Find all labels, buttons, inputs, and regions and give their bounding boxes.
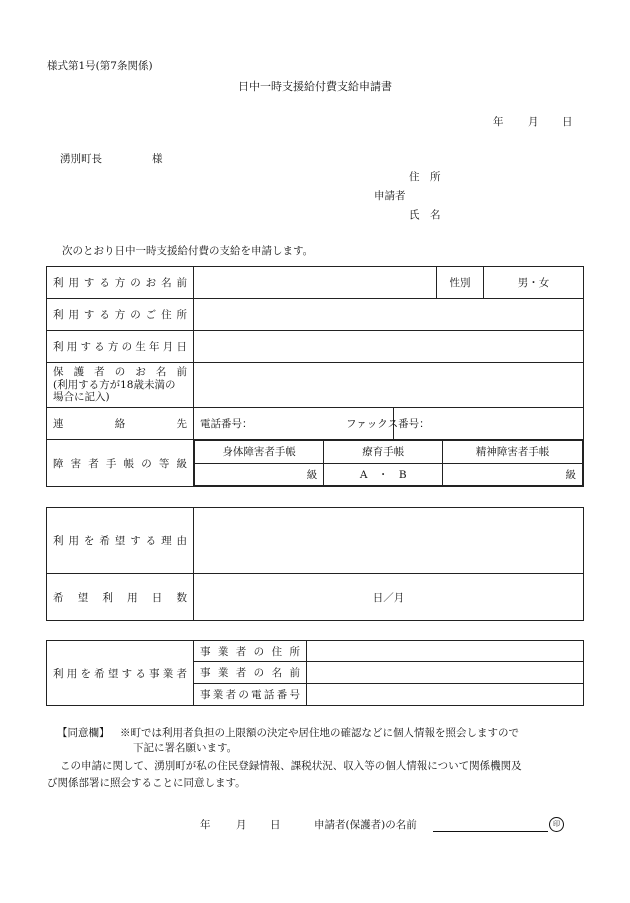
consent-note-line2: 下記に署名願います。 <box>133 742 238 754</box>
applicant-address-label: 住 所 <box>409 171 441 183</box>
phone-label: 電話番号： <box>200 418 253 430</box>
applicant-info-table <box>46 266 584 487</box>
form-number: 様式第1号(第7条関係) <box>47 60 153 72</box>
reason-input[interactable] <box>194 508 584 574</box>
provider-label: 利 用 を 希 望 す る 事 業 者 <box>47 641 194 706</box>
addressee-honorific: 様 <box>152 153 163 165</box>
provider-name-input[interactable] <box>307 662 584 684</box>
provider-address-input[interactable] <box>307 641 584 662</box>
date-year: 年 <box>493 116 504 128</box>
date-day: 日 <box>562 116 573 128</box>
days-label: 希 望 利 用 日 数 <box>47 574 194 621</box>
consent-body-line2: び関係部署に照会することに同意します。 <box>47 777 246 789</box>
applicant-label: 申請者 <box>374 190 406 202</box>
contact-label: 連 絡 先 <box>47 408 194 440</box>
user-address-label: 利 用 す る 方 の ご 住 所 <box>47 299 194 331</box>
fax-field[interactable] <box>346 408 584 440</box>
handbook-label: 障 害 者 手 帳 の 等 級 <box>47 440 194 487</box>
provider-phone-label: 事 業 者 の 電 話 番 号 <box>194 684 307 706</box>
gender-label: 性別 <box>437 267 484 299</box>
days-input[interactable]: 日／月 <box>194 574 584 621</box>
birthdate-input[interactable] <box>194 331 584 363</box>
provider-phone-input[interactable] <box>307 684 584 706</box>
birthdate-label: 利 用 す る 方 の 生 年 月 日 <box>47 331 194 363</box>
consent-note-line1: ※町では利用者負担の上限額の決定や居住地の確認などに個人情報を照会しますので <box>120 727 519 739</box>
signature-line[interactable] <box>433 819 548 832</box>
reason-label: 利 用 を 希 望 す る 理 由 <box>47 508 194 574</box>
provider-table <box>46 640 584 706</box>
handbook-grade-ryoiku[interactable]: A ・ B <box>324 463 443 486</box>
applicant-name-label: 氏 名 <box>409 209 441 221</box>
handbook-type-mental: 精神障害者手帳 <box>443 441 583 464</box>
gender-value[interactable]: 男・女 <box>484 267 584 299</box>
consent-body-line1: この申請に関して、湧別町が私の住民登録情報、課税状況、収入等の個人情報について関係機関及 <box>60 760 522 772</box>
provider-name-label: 事 業 者 の 名 前 <box>194 662 307 684</box>
intro-text: 次のとおり日中一時支援給付費の支給を申請します。 <box>62 245 314 257</box>
handbook-type-ryoiku: 療育手帳 <box>324 441 443 464</box>
fax-label: ファックス番号： <box>346 418 430 430</box>
date-month: 月 <box>528 116 539 128</box>
signature-month: 月 <box>236 819 247 831</box>
user-name-input[interactable] <box>194 267 437 299</box>
provider-address-label: 事 業 者 の 住 所 <box>194 641 307 662</box>
signature-label: 申請者(保護者)の名前 <box>314 819 417 831</box>
guardian-name-input[interactable] <box>194 363 584 408</box>
handbook-type-physical: 身体障害者手帳 <box>195 441 324 464</box>
handbook-grades <box>194 440 584 487</box>
signature-year: 年 <box>200 819 211 831</box>
guardian-label: 保 護 者 の お 名 前 (利用する方が18歳未満の 場合に記入) <box>47 363 194 408</box>
signature-day: 日 <box>270 819 281 831</box>
consent-heading: 【同意欄】 <box>57 727 110 739</box>
user-name-label: 利 用 す る 方 の お 名 前 <box>47 267 194 299</box>
handbook-grade-physical[interactable]: 級 <box>195 463 324 486</box>
user-address-input[interactable] <box>194 299 584 331</box>
addressee-name: 湧別町長 <box>60 153 102 165</box>
handbook-grade-mental[interactable]: 級 <box>443 463 583 486</box>
page-title: 日中一時支援給付費支給申請書 <box>238 80 392 93</box>
usage-table <box>46 507 584 621</box>
seal-mark: 印 <box>549 817 564 832</box>
